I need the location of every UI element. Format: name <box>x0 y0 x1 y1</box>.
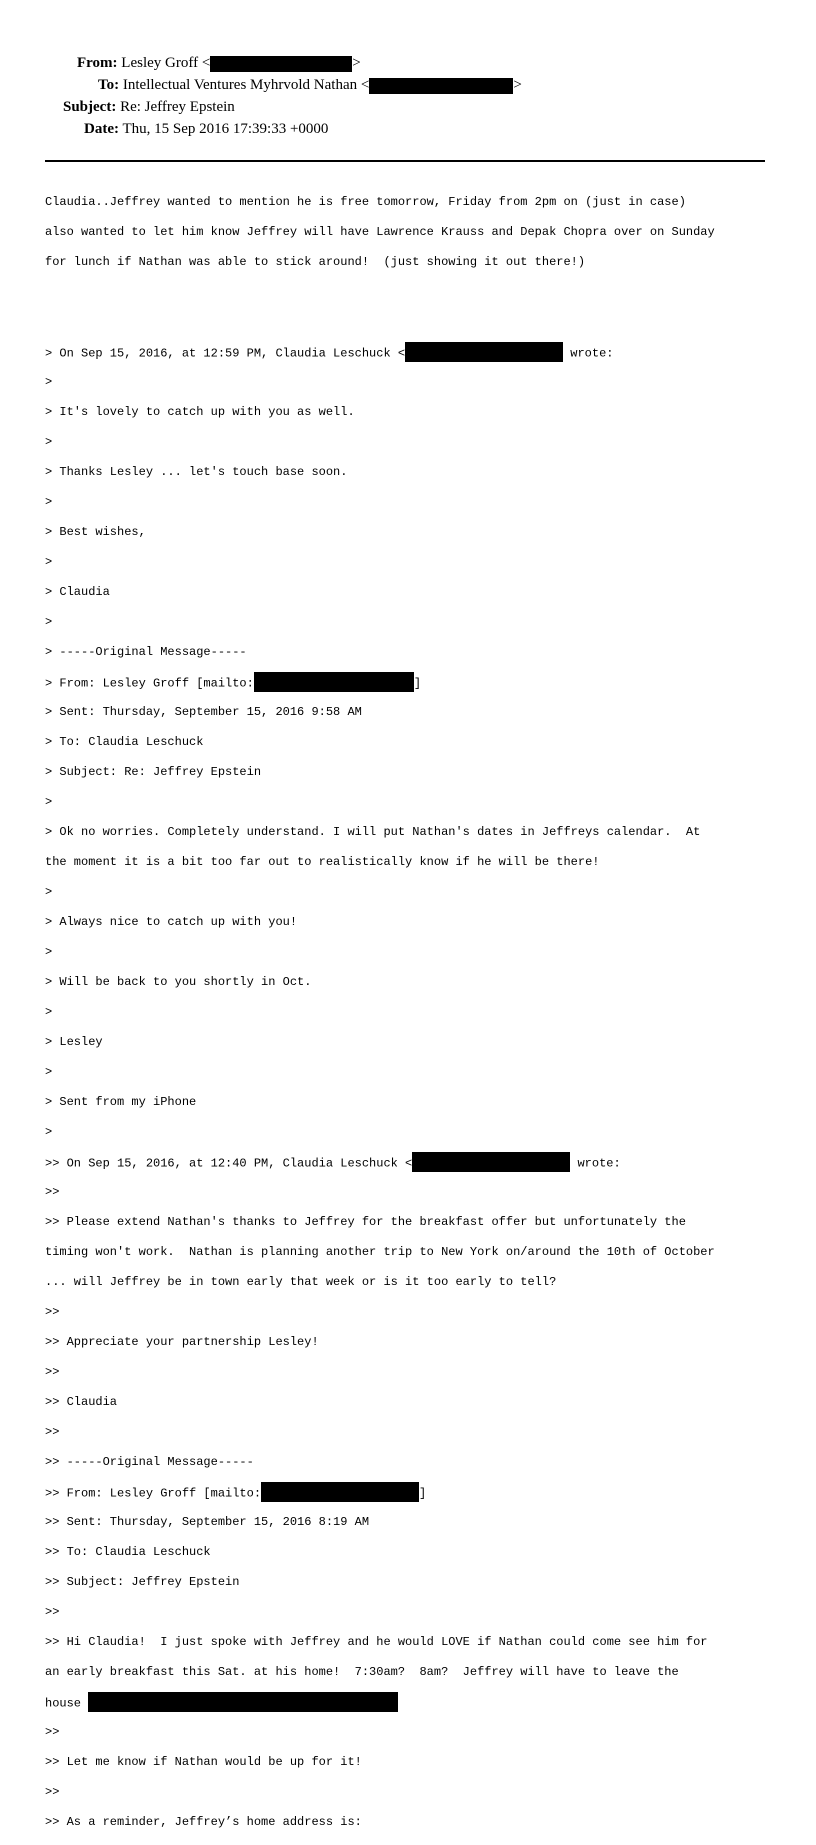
quote-line: > Will be back to you shortly in Oct. <box>45 975 312 989</box>
quote-line: the moment it is a bit too far out to realistically know if he will be there! <box>45 855 600 869</box>
body-line: for lunch if Nathan was able to stick around! (just showing it out there!) <box>45 255 586 269</box>
quote-line: > <box>45 435 53 449</box>
redaction-box <box>210 56 352 72</box>
quote-line: >> <box>45 1365 60 1379</box>
from-end: > <box>352 55 361 71</box>
quote-line: >> Please extend Nathan's thanks to Jeffrey for the breakfast offer but unfortunately the <box>45 1215 686 1229</box>
quote-line: > <box>45 375 53 389</box>
body-line: Claudia..Jeffrey wanted to mention he is free tomorrow, Friday from 2pm on (just in case) <box>45 195 686 209</box>
subject-label: Subject: <box>63 99 117 115</box>
to-value: Intellectual Ventures Myhrvold Nathan < <box>122 77 370 93</box>
subject-line <box>63 98 235 116</box>
quote-line: > <box>45 1065 53 1079</box>
quote-line: > Always nice to catch up with you! <box>45 915 298 929</box>
date-value: Thu, 15 Sep 2016 17:39:33 +0000 <box>122 121 329 137</box>
body-line: also wanted to let him know Jeffrey will have Lawrence Krauss and Depak Chopra over on Sunday <box>45 225 715 239</box>
quote-line: >> Let me know if Nathan would be up for it! <box>45 1755 362 1769</box>
quote-line: > <box>45 1005 53 1019</box>
quote-line: >> Hi Claudia! I just spoke with Jeffrey and he would LOVE if Nathan could come see him for <box>45 1635 708 1649</box>
redaction-box <box>261 1482 419 1502</box>
date-line <box>84 120 328 138</box>
from-line <box>77 54 361 72</box>
header-divider <box>45 160 765 162</box>
message-body <box>45 180 785 1845</box>
to-end: > <box>513 77 522 93</box>
quote-line: timing won't work. Nathan is planning another trip to New York on/around the 10th of October <box>45 1245 715 1259</box>
quote-line: > Sent from my iPhone <box>45 1095 197 1109</box>
quote-line: >> <box>45 1185 60 1199</box>
quote-line: >> From: Lesley Groff [mailto: ] <box>45 1485 785 1500</box>
redaction-box <box>405 342 563 362</box>
quote-line: > On Sep 15, 2016, at 12:59 PM, Claudia Leschuck < wrote: <box>45 345 785 360</box>
quote-line: >> <box>45 1305 60 1319</box>
from-label: From: <box>77 55 118 71</box>
quote-line: >> Subject: Jeffrey Epstein <box>45 1575 240 1589</box>
quote-line: >> <box>45 1425 60 1439</box>
quote-line: > -----Original Message----- <box>45 645 247 659</box>
quote-line: > Subject: Re: Jeffrey Epstein <box>45 765 262 779</box>
quote-line: >> Appreciate your partnership Lesley! <box>45 1335 319 1349</box>
redaction-box <box>254 672 414 692</box>
redaction-box <box>369 78 513 94</box>
quote-line: >> To: Claudia Leschuck <box>45 1545 211 1559</box>
quote-line: > <box>45 885 53 899</box>
quote-line: > From: Lesley Groff [mailto: ] <box>45 675 785 690</box>
quote-line: > <box>45 615 53 629</box>
to-label: To: <box>98 77 120 93</box>
quote-line: >> Sent: Thursday, September 15, 2016 8:19 AM <box>45 1515 370 1529</box>
to-line <box>98 76 522 94</box>
quote-line: > To: Claudia Leschuck <box>45 735 204 749</box>
subject-value: Re: Jeffrey Epstein <box>120 99 235 115</box>
quote-line: > It's lovely to catch up with you as well. <box>45 405 355 419</box>
quote-line: >> <box>45 1725 60 1739</box>
quote-line: >> On Sep 15, 2016, at 12:40 PM, Claudia Leschuck < wrote: <box>45 1155 785 1170</box>
from-value: Lesley Groff < <box>121 55 211 71</box>
redaction-box <box>412 1152 570 1172</box>
quote-line: > <box>45 1125 53 1139</box>
quote-line: > <box>45 945 53 959</box>
quote-line: an early breakfast this Sat. at his home! 7:30am? 8am? Jeffrey will have to leave the <box>45 1665 679 1679</box>
quote-line: >> As a reminder, Jeffrey’s home address is: <box>45 1815 362 1829</box>
quote-line: ... will Jeffrey be in town early that week or is it too early to tell? <box>45 1275 557 1289</box>
quote-line: > Ok no worries. Completely understand. I will put Nathan's dates in Jeffreys calendar. At <box>45 825 701 839</box>
quote-line: >> <box>45 1605 60 1619</box>
quote-line: > Thanks Lesley ... let's touch base soon. <box>45 465 348 479</box>
quote-line: > <box>45 495 53 509</box>
quote-line: > Claudia <box>45 585 110 599</box>
quote-line: >> Claudia <box>45 1395 118 1409</box>
quote-line: house <box>45 1695 785 1710</box>
quote-line: > Lesley <box>45 1035 103 1049</box>
quote-line: >> <box>45 1785 60 1799</box>
quote-line: > Best wishes, <box>45 525 146 539</box>
redaction-box <box>88 1692 398 1712</box>
quote-line: >> -----Original Message----- <box>45 1455 254 1469</box>
quote-line: > <box>45 795 53 809</box>
quote-line: > <box>45 555 53 569</box>
quote-line: > Sent: Thursday, September 15, 2016 9:58 AM <box>45 705 362 719</box>
date-label: Date: <box>84 121 119 137</box>
